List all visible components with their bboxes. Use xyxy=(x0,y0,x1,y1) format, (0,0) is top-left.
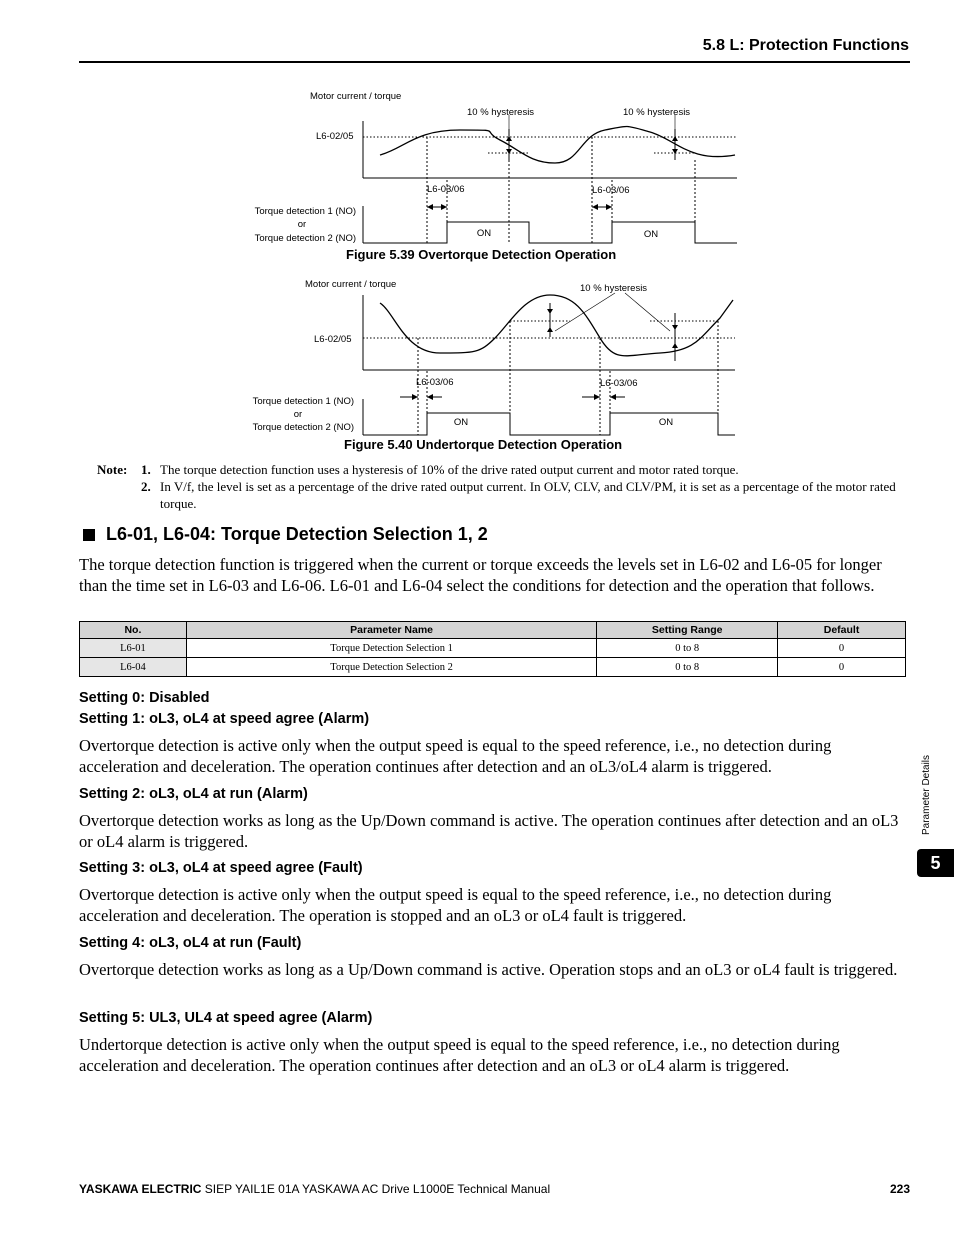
note-text: The torque detection function uses a hysteresis of 10% of the drive rated output current and motor rated torque. xyxy=(160,462,739,477)
note-number: 1. xyxy=(141,462,151,477)
setting-heading: Setting 2: oL3, oL4 at run (Alarm) xyxy=(79,786,308,802)
output-label: Torque detection 1 (NO) xyxy=(254,206,356,217)
note-label: Note: xyxy=(97,462,128,477)
chapter-tab[interactable]: 5 xyxy=(917,849,954,877)
header-rule xyxy=(79,61,910,63)
column-header: Parameter Name xyxy=(186,622,596,639)
table-cell: Torque Detection Selection 2 xyxy=(186,658,596,677)
figure-caption: Figure 5.40 Undertorque Detection Operation xyxy=(344,437,623,452)
output-label: Torque detection 1 (NO) xyxy=(252,396,354,407)
level-label: L6-02/05 xyxy=(314,334,352,345)
on-label: ON xyxy=(476,228,492,239)
arrow-head xyxy=(427,204,433,210)
section-heading-text: L6-01, L6-04: Torque Detection Selection 1, 2 xyxy=(106,524,488,544)
table-cell: 0 xyxy=(778,658,906,677)
side-tab-label: Parameter Details xyxy=(921,754,932,835)
table-cell: Torque Detection Selection 1 xyxy=(186,639,596,658)
table-cell: L6-04 xyxy=(80,658,187,677)
intro-paragraph: The torque detection function is triggered when the current or torque exceeds the levels set in L6-02 and L6-05 for longer than the time set in L6-03 and L6-06. L6-01 and L6-04 select the conditions for detection and the operation that follows. xyxy=(79,555,882,595)
y-axis-label: Motor current / torque xyxy=(310,91,402,102)
note-text: In V/f, the level is set as a percentage of the drive rated output current. In OLV, CLV, and CLV/PM, it is set as a percentage of the motor rated torque. xyxy=(160,479,896,511)
arrow-head xyxy=(672,343,678,348)
leader-line xyxy=(555,293,615,331)
note-item xyxy=(97,461,897,478)
setting-description: Overtorque detection is active only when the output speed is equal to the speed reference, i.e., no detection during acceleration and deceleration. The operation is stopped and an oL3 or oL4 fault is triggered. xyxy=(79,885,832,925)
time-label: L6-03/06 xyxy=(416,377,454,388)
page-number: 223 xyxy=(889,1182,910,1196)
setting-heading: Setting 4: oL3, oL4 at run (Fault) xyxy=(79,935,302,951)
time-label: L6-03/06 xyxy=(592,185,630,196)
arrow-head xyxy=(594,394,600,400)
column-header: No. xyxy=(80,622,187,639)
torque-curve xyxy=(380,126,735,163)
table-row xyxy=(80,658,906,677)
output-label: Torque detection 2 (NO) xyxy=(252,422,354,433)
arrow-head xyxy=(610,394,616,400)
hysteresis-label: 10 % hysteresis xyxy=(467,107,535,118)
torque-curve xyxy=(380,295,733,356)
parameter-table xyxy=(79,621,906,677)
note-number: 2. xyxy=(141,479,151,494)
setting-description: Overtorque detection works as long as the Up/Down command is active. The operation continues after detection and an oL3 or oL4 alarm is triggered. xyxy=(79,811,899,851)
level-label: L6-02/05 xyxy=(316,131,354,142)
footer xyxy=(79,1182,910,1196)
setting-description: Overtorque detection is active only when the output speed is equal to the speed reference, i.e., no detection during acceleration and deceleration. The operation continues after detection and an oL3/oL4 alarm is triggered. xyxy=(79,736,832,776)
section-heading xyxy=(83,524,488,545)
on-label: ON xyxy=(658,417,674,428)
note-item xyxy=(97,478,897,512)
arrow-head xyxy=(606,204,612,210)
table-cell: 0 to 8 xyxy=(597,639,778,658)
setting-heading: Setting 5: UL3, UL4 at speed agree (Alarm) xyxy=(79,1010,373,1026)
column-header: Default xyxy=(778,622,906,639)
arrow-head xyxy=(547,327,553,332)
time-label: L6-03/06 xyxy=(600,378,638,389)
overtorque-diagram xyxy=(230,85,750,250)
arrow-head xyxy=(592,204,598,210)
on-label: ON xyxy=(453,417,469,428)
y-axis-label: Motor current / torque xyxy=(305,279,397,290)
footer-brand: YASKAWA ELECTRIC xyxy=(79,1182,202,1196)
arrow-head xyxy=(547,309,553,314)
arrow-head xyxy=(672,325,678,330)
setting-description: Overtorque detection works as long as a Up/Down command is active. Operation stops and an oL3 or oL4 fault is triggered. xyxy=(79,960,898,979)
leader-line xyxy=(625,293,670,331)
output-signal xyxy=(363,413,735,435)
table-cell: 0 xyxy=(778,639,906,658)
output-label: Torque detection 2 (NO) xyxy=(254,233,356,244)
table-cell: 0 to 8 xyxy=(597,658,778,677)
section-header-title: 5.8 L: Protection Functions xyxy=(702,37,909,54)
undertorque-diagram xyxy=(230,273,750,438)
footer-document: SIEP YAIL1E 01A YASKAWA AC Drive L1000E Technical Manual xyxy=(201,1182,551,1196)
square-bullet-icon xyxy=(83,529,95,541)
figure-caption: Figure 5.39 Overtorque Detection Operation xyxy=(346,247,617,262)
time-label: L6-03/06 xyxy=(427,184,465,195)
column-header: Setting Range xyxy=(597,622,778,639)
on-label: ON xyxy=(643,229,659,240)
output-label: or xyxy=(293,409,303,420)
setting-heading: Setting 3: oL3, oL4 at speed agree (Fault) xyxy=(79,860,363,876)
setting-heading: Setting 1: oL3, oL4 at speed agree (Alarm) xyxy=(79,711,370,727)
table-row xyxy=(80,639,906,658)
output-signal xyxy=(363,222,737,243)
output-label: or xyxy=(297,219,307,230)
notes xyxy=(97,461,897,512)
table-header-row xyxy=(80,622,906,639)
setting-description: Undertorque detection is active only when the output speed is equal to the speed reference, i.e., no detection during acceleration and deceleration. The operation continues after detection and an oL3 or oL4 alarm is triggered. xyxy=(79,1035,840,1075)
hysteresis-label: 10 % hysteresis xyxy=(623,107,691,118)
arrow-head xyxy=(427,394,433,400)
table-cell: L6-01 xyxy=(80,639,187,658)
arrow-head xyxy=(441,204,447,210)
hysteresis-label: 10 % hysteresis xyxy=(580,283,648,294)
setting-heading: Setting 0: Disabled xyxy=(79,690,210,706)
arrow-head xyxy=(672,136,678,141)
arrow-head xyxy=(412,394,418,400)
